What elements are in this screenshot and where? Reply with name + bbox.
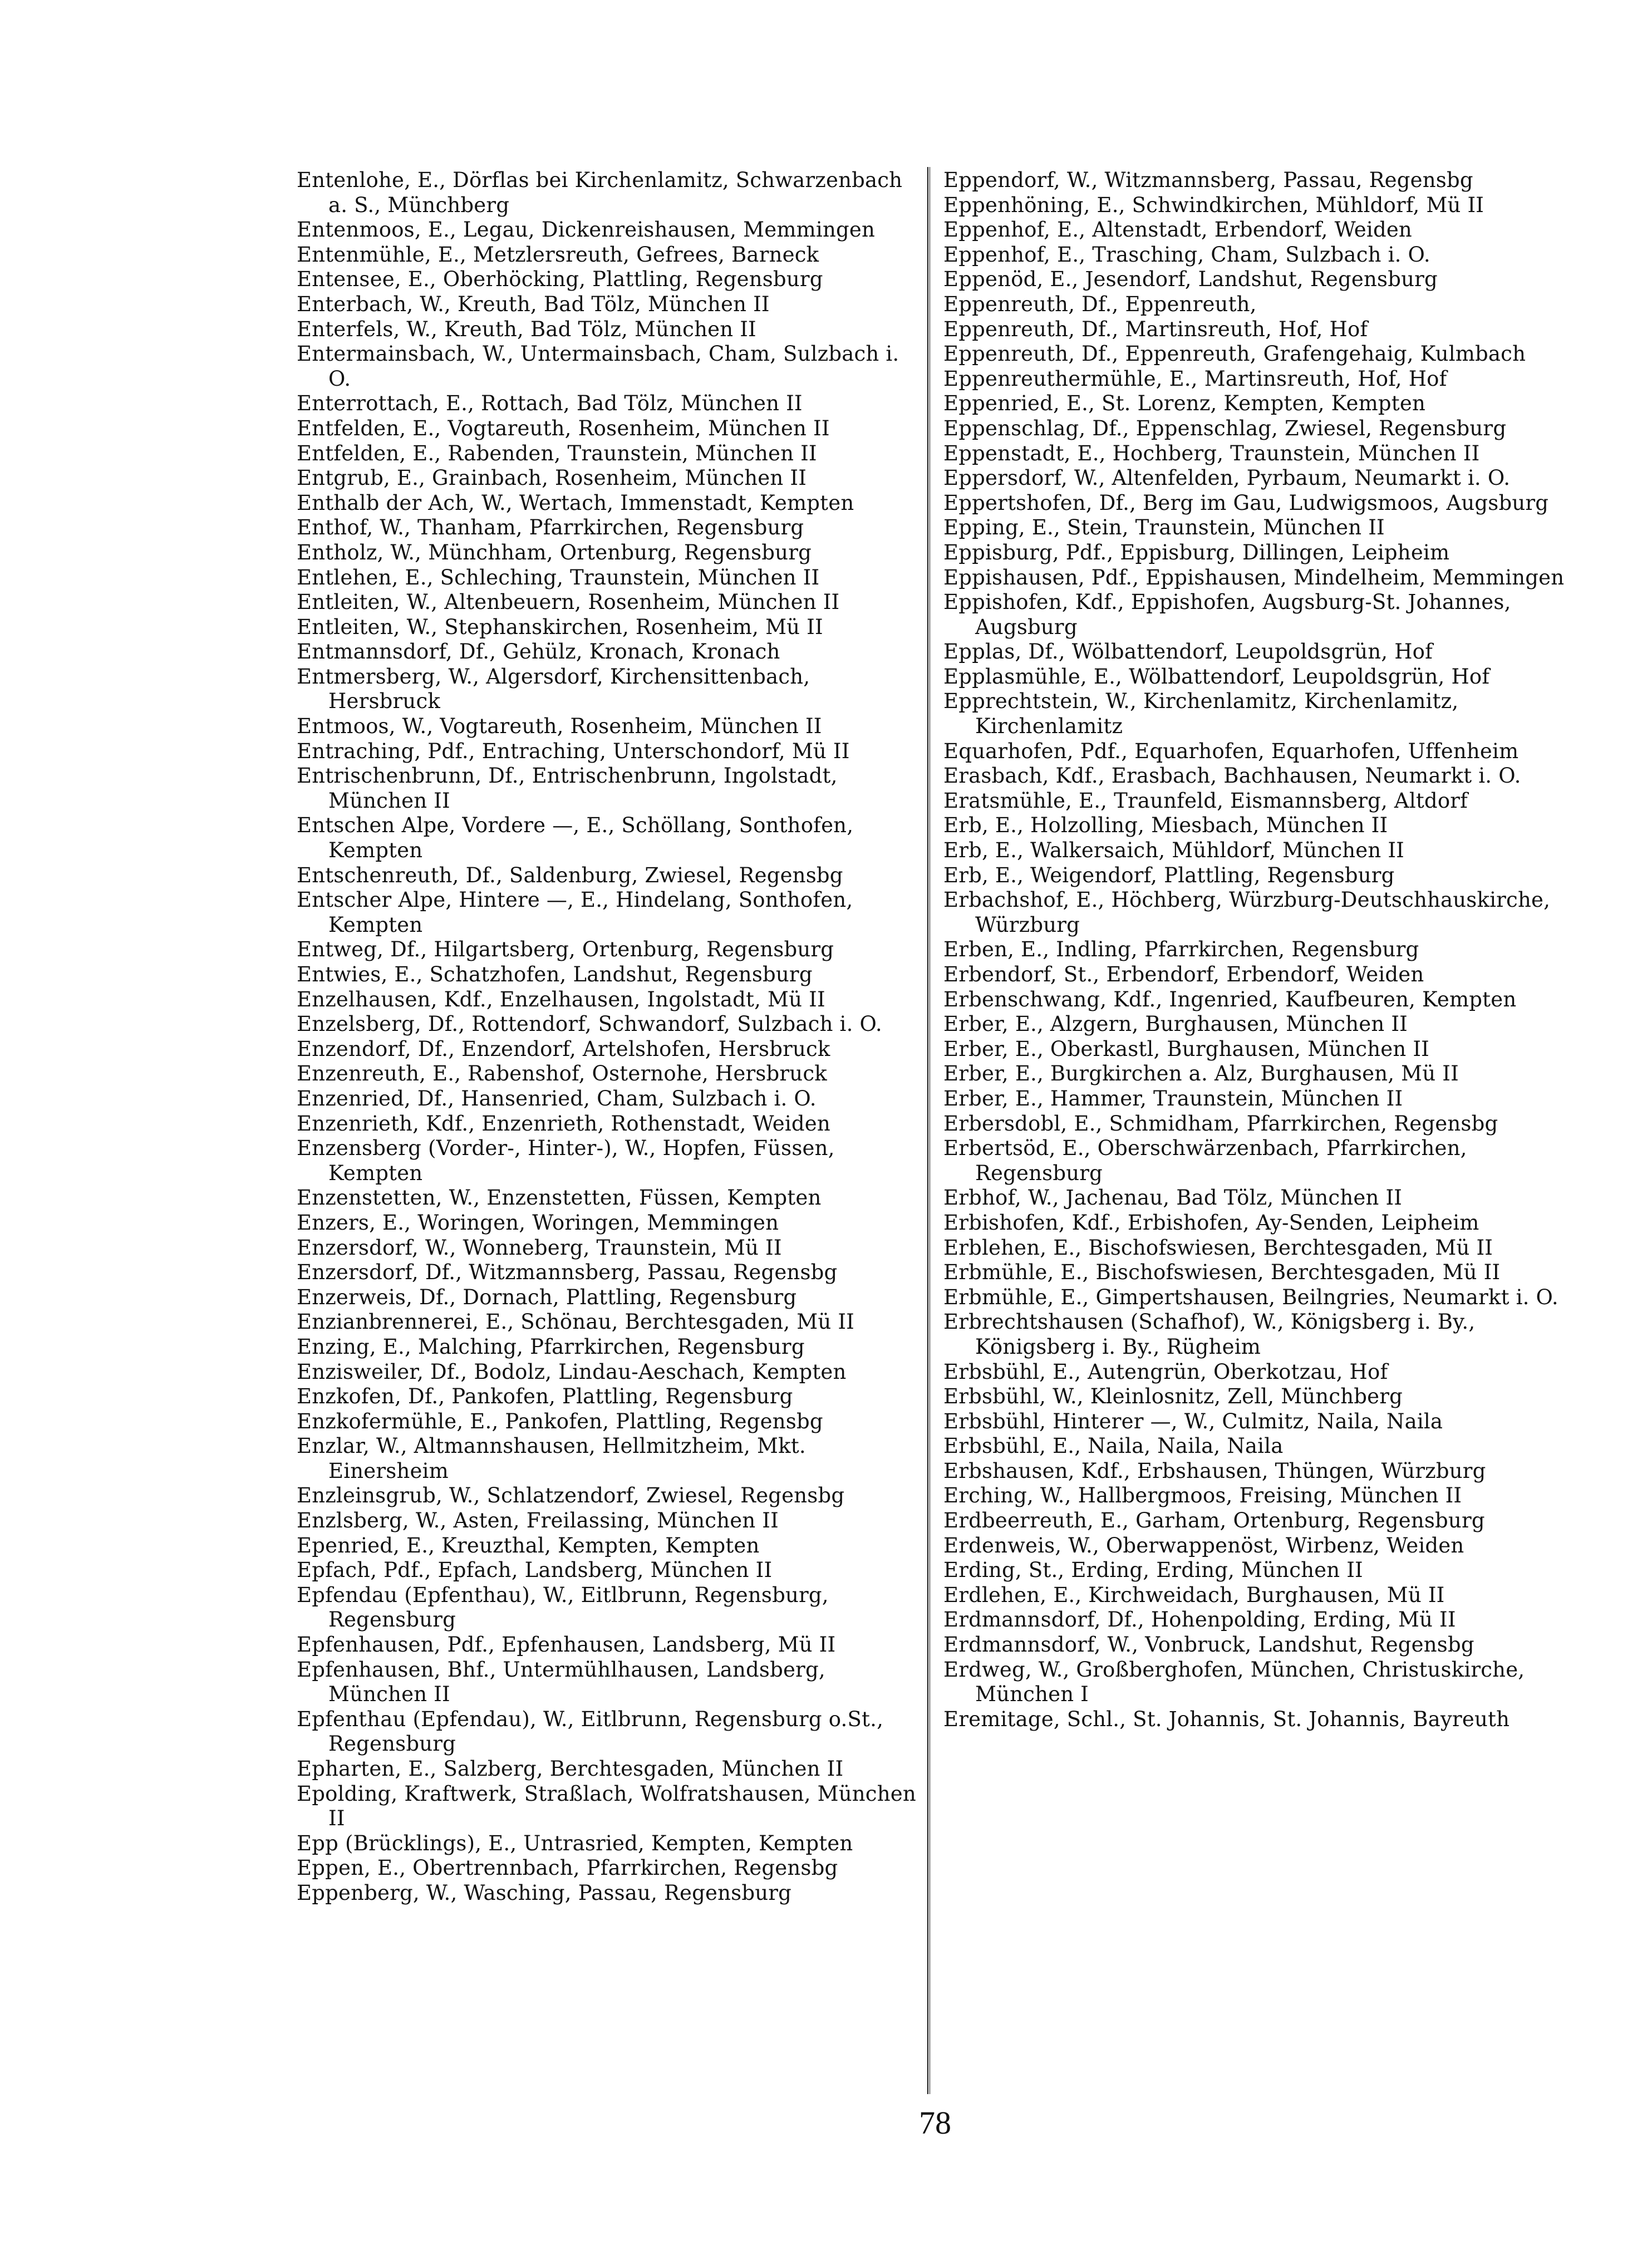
gazetteer-entry: Enzelsberg, Df., Rottendorf, Schwandorf, Sulzbach i. O. <box>297 1012 882 1036</box>
gazetteer-entry: Entmersberg, W., Algersdorf, Kirchensittenbach, Hersbruck <box>297 664 810 714</box>
gazetteer-entry: Enzing, E., Malching, Pfarrkirchen, Regensburg <box>297 1334 805 1359</box>
gazetteer-entry: Enthalb der Ach, W., Wertach, Immenstadt, Kempten <box>297 490 854 515</box>
gazetteer-entry: Entenlohe, E., Dörflas bei Kirchenlamitz, Schwarzenbach a. S., Münchberg <box>297 168 903 217</box>
gazetteer-entry: Entholz, W., Münchham, Ortenburg, Regensburg <box>297 540 812 564</box>
gazetteer-entry: Entgrub, E., Grainbach, Rosenheim, München II <box>297 466 807 490</box>
gazetteer-entry: Erding, St., Erding, Erding, München II <box>943 1558 1363 1583</box>
gazetteer-entry: Entermainsbach, W., Untermainsbach, Cham, Sulzbach i. O. <box>297 342 899 391</box>
gazetteer-entry: Erbsbühl, W., Kleinlosnitz, Zell, Münchberg <box>943 1384 1403 1409</box>
gazetteer-entry: Erb, E., Holzolling, Miesbach, München II <box>943 813 1388 838</box>
gazetteer-entry: Erdmannsdorf, W., Vonbruck, Landshut, Regensbg <box>943 1633 1474 1657</box>
index-column-right <box>943 168 1578 1732</box>
gazetteer-entry: Erb, E., Walkersaich, Mühldorf, München II <box>943 838 1405 863</box>
gazetteer-entry: Epharten, E., Salzberg, Berchtesgaden, München II <box>297 1757 844 1781</box>
gazetteer-entry: Erbshausen, Kdf., Erbshausen, Thüngen, Würzburg <box>943 1458 1486 1483</box>
gazetteer-entry: Enzkofermühle, E., Pankofen, Plattling, Regensbg <box>297 1409 823 1433</box>
gazetteer-entry: Eppishausen, Pdf., Eppishausen, Mindelheim, Memmingen <box>943 565 1565 589</box>
gazetteer-entry: Entmannsdorf, Df., Gehülz, Kronach, Kronach <box>297 640 780 664</box>
gazetteer-entry: Entfelden, E., Rabenden, Traunstein, München II <box>297 441 817 465</box>
gazetteer-entry: Erber, E., Hammer, Traunstein, München II <box>943 1086 1403 1111</box>
gazetteer-entry: Enzkofen, Df., Pankofen, Plattling, Regensburg <box>297 1384 793 1409</box>
gazetteer-entry: Enzianbrennerei, E., Schönau, Berchtesgaden, Mü II <box>297 1310 854 1334</box>
gazetteer-entry: Erbersdobl, E., Schmidham, Pfarrkirchen, Regensbg <box>943 1111 1498 1136</box>
gazetteer-entry: Enzenreuth, E., Rabenshof, Osternohe, Hersbruck <box>297 1062 827 1086</box>
gazetteer-entry: Entscher Alpe, Hintere —, E., Hindelang, Sonthofen, Kempten <box>297 888 853 937</box>
gazetteer-entry: Epfenthau (Epfendau), W., Eitlbrunn, Regensburg o.St., Regensburg <box>297 1707 884 1756</box>
gazetteer-entry: Epp (Brücklings), E., Untrasried, Kempten, Kempten <box>297 1831 853 1855</box>
gazetteer-entry: Erasbach, Kdf., Erasbach, Bachhausen, Neumarkt i. O. <box>943 764 1521 788</box>
gazetteer-entry: Enzenried, Df., Hansenried, Cham, Sulzbach i. O. <box>297 1086 817 1111</box>
gazetteer-entry: Enzenstetten, W., Enzenstetten, Füssen, Kempten <box>297 1186 822 1210</box>
gazetteer-entry: Erb, E., Weigendorf, Plattling, Regensburg <box>943 863 1395 887</box>
gazetteer-entry: Entschenreuth, Df., Saldenburg, Zwiesel, Regensbg <box>297 863 843 887</box>
gazetteer-entry: Entwies, E., Schatzhofen, Landshut, Regensburg <box>297 962 813 986</box>
gazetteer-entry: Erbsbühl, Hinterer —, W., Culmitz, Naila, Naila <box>943 1409 1443 1433</box>
gazetteer-entry: Entenmoos, E., Legau, Dickenreishausen, Memmingen <box>297 218 875 242</box>
gazetteer-entry: Eppisburg, Pdf., Eppisburg, Dillingen, Leipheim <box>943 540 1450 564</box>
gazetteer-entry: Eppenöd, E., Jesendorf, Landshut, Regensburg <box>943 267 1438 292</box>
gazetteer-entry: Epplasmühle, E., Wölbattendorf, Leupoldsgrün, Hof <box>943 664 1490 689</box>
gazetteer-entry: Erbenschwang, Kdf., Ingenried, Kaufbeuren, Kempten <box>943 987 1517 1011</box>
gazetteer-entry: Eppenreuth, Df., Martinsreuth, Hof, Hof <box>943 317 1368 341</box>
gazetteer-entry: Enthof, W., Thanham, Pfarrkirchen, Regensburg <box>297 515 804 540</box>
gazetteer-entry: Enzisweiler, Df., Bodolz, Lindau-Aeschach, Kempten <box>297 1359 847 1384</box>
gazetteer-entry: Erbendorf, St., Erbendorf, Erbendorf, Weiden <box>943 962 1424 986</box>
gazetteer-entry: Epenried, E., Kreuzthal, Kempten, Kempten <box>297 1533 760 1558</box>
gazetteer-entry: Erbachshof, E., Höchberg, Würzburg-Deutschhauskirche, Würzburg <box>943 888 1551 937</box>
gazetteer-entry: Epfenhausen, Bhf., Untermühlhausen, Landsberg, München II <box>297 1657 825 1707</box>
gazetteer-entry: Epolding, Kraftwerk, Straßlach, Wolfratshausen, München II <box>297 1781 916 1831</box>
gazetteer-entry: Eppishofen, Kdf., Eppishofen, Augsburg-St. Johannes, Augsburg <box>943 590 1511 639</box>
gazetteer-entry: Entlehen, E., Schleching, Traunstein, München II <box>297 565 820 589</box>
gazetteer-entry: Eppertshofen, Df., Berg im Gau, Ludwigsmoos, Augsburg <box>943 490 1549 515</box>
gazetteer-entry: Eppenreuth, Df., Eppenreuth, <box>943 292 1257 316</box>
gazetteer-entry: Enzensberg (Vorder-, Hinter-), W., Hopfen, Füssen, Kempten <box>297 1136 835 1185</box>
gazetteer-entry: Epping, E., Stein, Traunstein, München II <box>943 515 1385 540</box>
gazetteer-entry: Entleiten, W., Altenbeuern, Rosenheim, München II <box>297 590 840 615</box>
gazetteer-entry: Entschen Alpe, Vordere —, E., Schöllang, Sonthofen, Kempten <box>297 813 854 863</box>
gazetteer-entry: Eppendorf, W., Witzmannsberg, Passau, Regensbg <box>943 168 1473 192</box>
gazetteer-entry: Enzerweis, Df., Dornach, Plattling, Regensburg <box>297 1285 797 1309</box>
gazetteer-entry: Eppenstadt, E., Hochberg, Traunstein, München II <box>943 441 1480 465</box>
gazetteer-entry: Eppenried, E., St. Lorenz, Kempten, Kempten <box>943 391 1425 416</box>
gazetteer-entry: Enterfels, W., Kreuth, Bad Tölz, München II <box>297 317 756 341</box>
gazetteer-entry: Enzleinsgrub, W., Schlatzendorf, Zwiesel, Regensbg <box>297 1483 845 1508</box>
gazetteer-entry: Enzlsberg, W., Asten, Freilassing, München II <box>297 1509 779 1533</box>
gazetteer-entry: Erblehen, E., Bischofswiesen, Berchtesgaden, Mü II <box>943 1235 1493 1260</box>
gazetteer-entry: Equarhofen, Pdf., Equarhofen, Equarhofen, Uffenheim <box>943 739 1519 763</box>
gazetteer-entry: Erbhof, W., Jachenau, Bad Tölz, München II <box>943 1186 1403 1210</box>
gazetteer-entry: Epplas, Df., Wölbattendorf, Leupoldsgrün, Hof <box>943 640 1433 664</box>
gazetteer-entry: Erching, W., Hallbergmoos, Freising, München II <box>943 1483 1462 1508</box>
gazetteer-entry: Enzers, E., Woringen, Woringen, Memmingen <box>297 1210 779 1235</box>
gazetteer-entry: Epfach, Pdf., Epfach, Landsberg, München II <box>297 1558 773 1583</box>
gazetteer-entry: Erbishofen, Kdf., Erbishofen, Ay-Senden, Leipheim <box>943 1210 1479 1235</box>
column-divider <box>927 167 930 2094</box>
gazetteer-entry: Eppenreuth, Df., Eppenreuth, Grafengehaig, Kulmbach <box>943 342 1526 366</box>
gazetteer-entry: Erbmühle, E., Gimpertshausen, Beilngries, Neumarkt i. O. <box>943 1285 1558 1309</box>
gazetteer-entry: Eppenreuthermühle, E., Martinsreuth, Hof, Hof <box>943 366 1447 391</box>
gazetteer-entry: Entleiten, W., Stephanskirchen, Rosenheim, Mü II <box>297 615 823 639</box>
gazetteer-entry: Erber, E., Burgkirchen a. Alz, Burghausen, Mü II <box>943 1062 1459 1086</box>
page-number: 78 <box>919 2105 951 2141</box>
gazetteer-entry: Eppersdorf, W., Altenfelden, Pyrbaum, Neumarkt i. O. <box>943 466 1511 490</box>
gazetteer-entry: Erbsbühl, E., Autengrün, Oberkotzau, Hof <box>943 1359 1388 1384</box>
gazetteer-entry: Epprechtstein, W., Kirchenlamitz, Kirchenlamitz, Kirchenlamitz <box>943 689 1459 739</box>
gazetteer-entry: Enzersdorf, Df., Witzmannsberg, Passau, Regensbg <box>297 1260 838 1285</box>
gazetteer-entry: Eppenberg, W., Wasching, Passau, Regensburg <box>297 1880 792 1905</box>
gazetteer-entry: Erber, E., Alzgern, Burghausen, München II <box>943 1012 1408 1036</box>
gazetteer-entry: Entmoos, W., Vogtareuth, Rosenheim, München II <box>297 714 822 739</box>
gazetteer-entry: Erbrechtshausen (Schafhof), W., Königsberg i. By., Königsberg i. By., Rügheim <box>943 1310 1476 1359</box>
gazetteer-entry: Eppenhof, E., Altenstadt, Erbendorf, Weiden <box>943 218 1412 242</box>
gazetteer-entry: Entrischenbrunn, Df., Entrischenbrunn, Ingolstadt, München II <box>297 764 838 813</box>
gazetteer-entry: Erdlehen, E., Kirchweidach, Burghausen, Mü II <box>943 1583 1445 1607</box>
gazetteer-entry: Erbsbühl, E., Naila, Naila, Naila <box>943 1434 1284 1458</box>
gazetteer-entry: Erber, E., Oberkastl, Burghausen, München II <box>943 1036 1429 1061</box>
gazetteer-entry: Eppenhöning, E., Schwindkirchen, Mühldorf, Mü II <box>943 193 1484 217</box>
gazetteer-entry: Eppenhof, E., Trasching, Cham, Sulzbach i. O. <box>943 242 1430 267</box>
gazetteer-entry: Entweg, Df., Hilgartsberg, Ortenburg, Regensburg <box>297 937 834 962</box>
gazetteer-entry: Eppen, E., Obertrennbach, Pfarrkirchen, Regensbg <box>297 1856 838 1880</box>
gazetteer-entry: Enterbach, W., Kreuth, Bad Tölz, München II <box>297 292 770 316</box>
gazetteer-entry: Enzersdorf, W., Wonneberg, Traunstein, Mü II <box>297 1235 782 1260</box>
gazetteer-entry: Entenmühle, E., Metzlersreuth, Gefrees, Barneck <box>297 242 819 267</box>
gazetteer-entry: Entensee, E., Oberhöcking, Plattling, Regensburg <box>297 267 823 292</box>
gazetteer-entry: Epfenhausen, Pdf., Epfenhausen, Landsberg, Mü II <box>297 1633 836 1657</box>
gazetteer-entry: Entraching, Pdf., Entraching, Unterschondorf, Mü II <box>297 739 850 763</box>
gazetteer-entry: Erbertsöd, E., Oberschwärzenbach, Pfarrkirchen, Regensburg <box>943 1136 1467 1185</box>
gazetteer-entry: Enterrottach, E., Rottach, Bad Tölz, München II <box>297 391 803 416</box>
gazetteer-entry: Enzenrieth, Kdf., Enzenrieth, Rothenstadt, Weiden <box>297 1111 830 1136</box>
gazetteer-entry: Eratsmühle, E., Traunfeld, Eismannsberg, Altdorf <box>943 788 1468 813</box>
index-column-left <box>297 168 920 1906</box>
gazetteer-entry: Erbmühle, E., Bischofswiesen, Berchtesgaden, Mü II <box>943 1260 1501 1285</box>
gazetteer-entry: Erdenweis, W., Oberwappenöst, Wirbenz, Weiden <box>943 1533 1464 1558</box>
gazetteer-entry: Epfendau (Epfenthau), W., Eitlbrunn, Regensburg, Regensburg <box>297 1583 829 1632</box>
gazetteer-entry: Entfelden, E., Vogtareuth, Rosenheim, München II <box>297 416 830 440</box>
gazetteer-entry: Erdbeerreuth, E., Garham, Ortenburg, Regensburg <box>943 1509 1485 1533</box>
gazetteer-entry: Erdmannsdorf, Df., Hohenpolding, Erding, Mü II <box>943 1608 1456 1632</box>
gazetteer-entry: Enzendorf, Df., Enzendorf, Artelshofen, Hersbruck <box>297 1036 830 1061</box>
gazetteer-entry: Enzelhausen, Kdf., Enzelhausen, Ingolstadt, Mü II <box>297 987 825 1011</box>
gazetteer-entry: Eremitage, Schl., St. Johannis, St. Johannis, Bayreuth <box>943 1707 1510 1731</box>
gazetteer-entry: Erdweg, W., Großberghofen, München, Christuskirche, München I <box>943 1657 1525 1707</box>
gazetteer-entry: Eppenschlag, Df., Eppenschlag, Zwiesel, Regensburg <box>943 416 1507 440</box>
gazetteer-entry: Enzlar, W., Altmannshausen, Hellmitzheim, Mkt. Einersheim <box>297 1434 806 1483</box>
gazetteer-entry: Erben, E., Indling, Pfarrkirchen, Regensburg <box>943 937 1419 962</box>
